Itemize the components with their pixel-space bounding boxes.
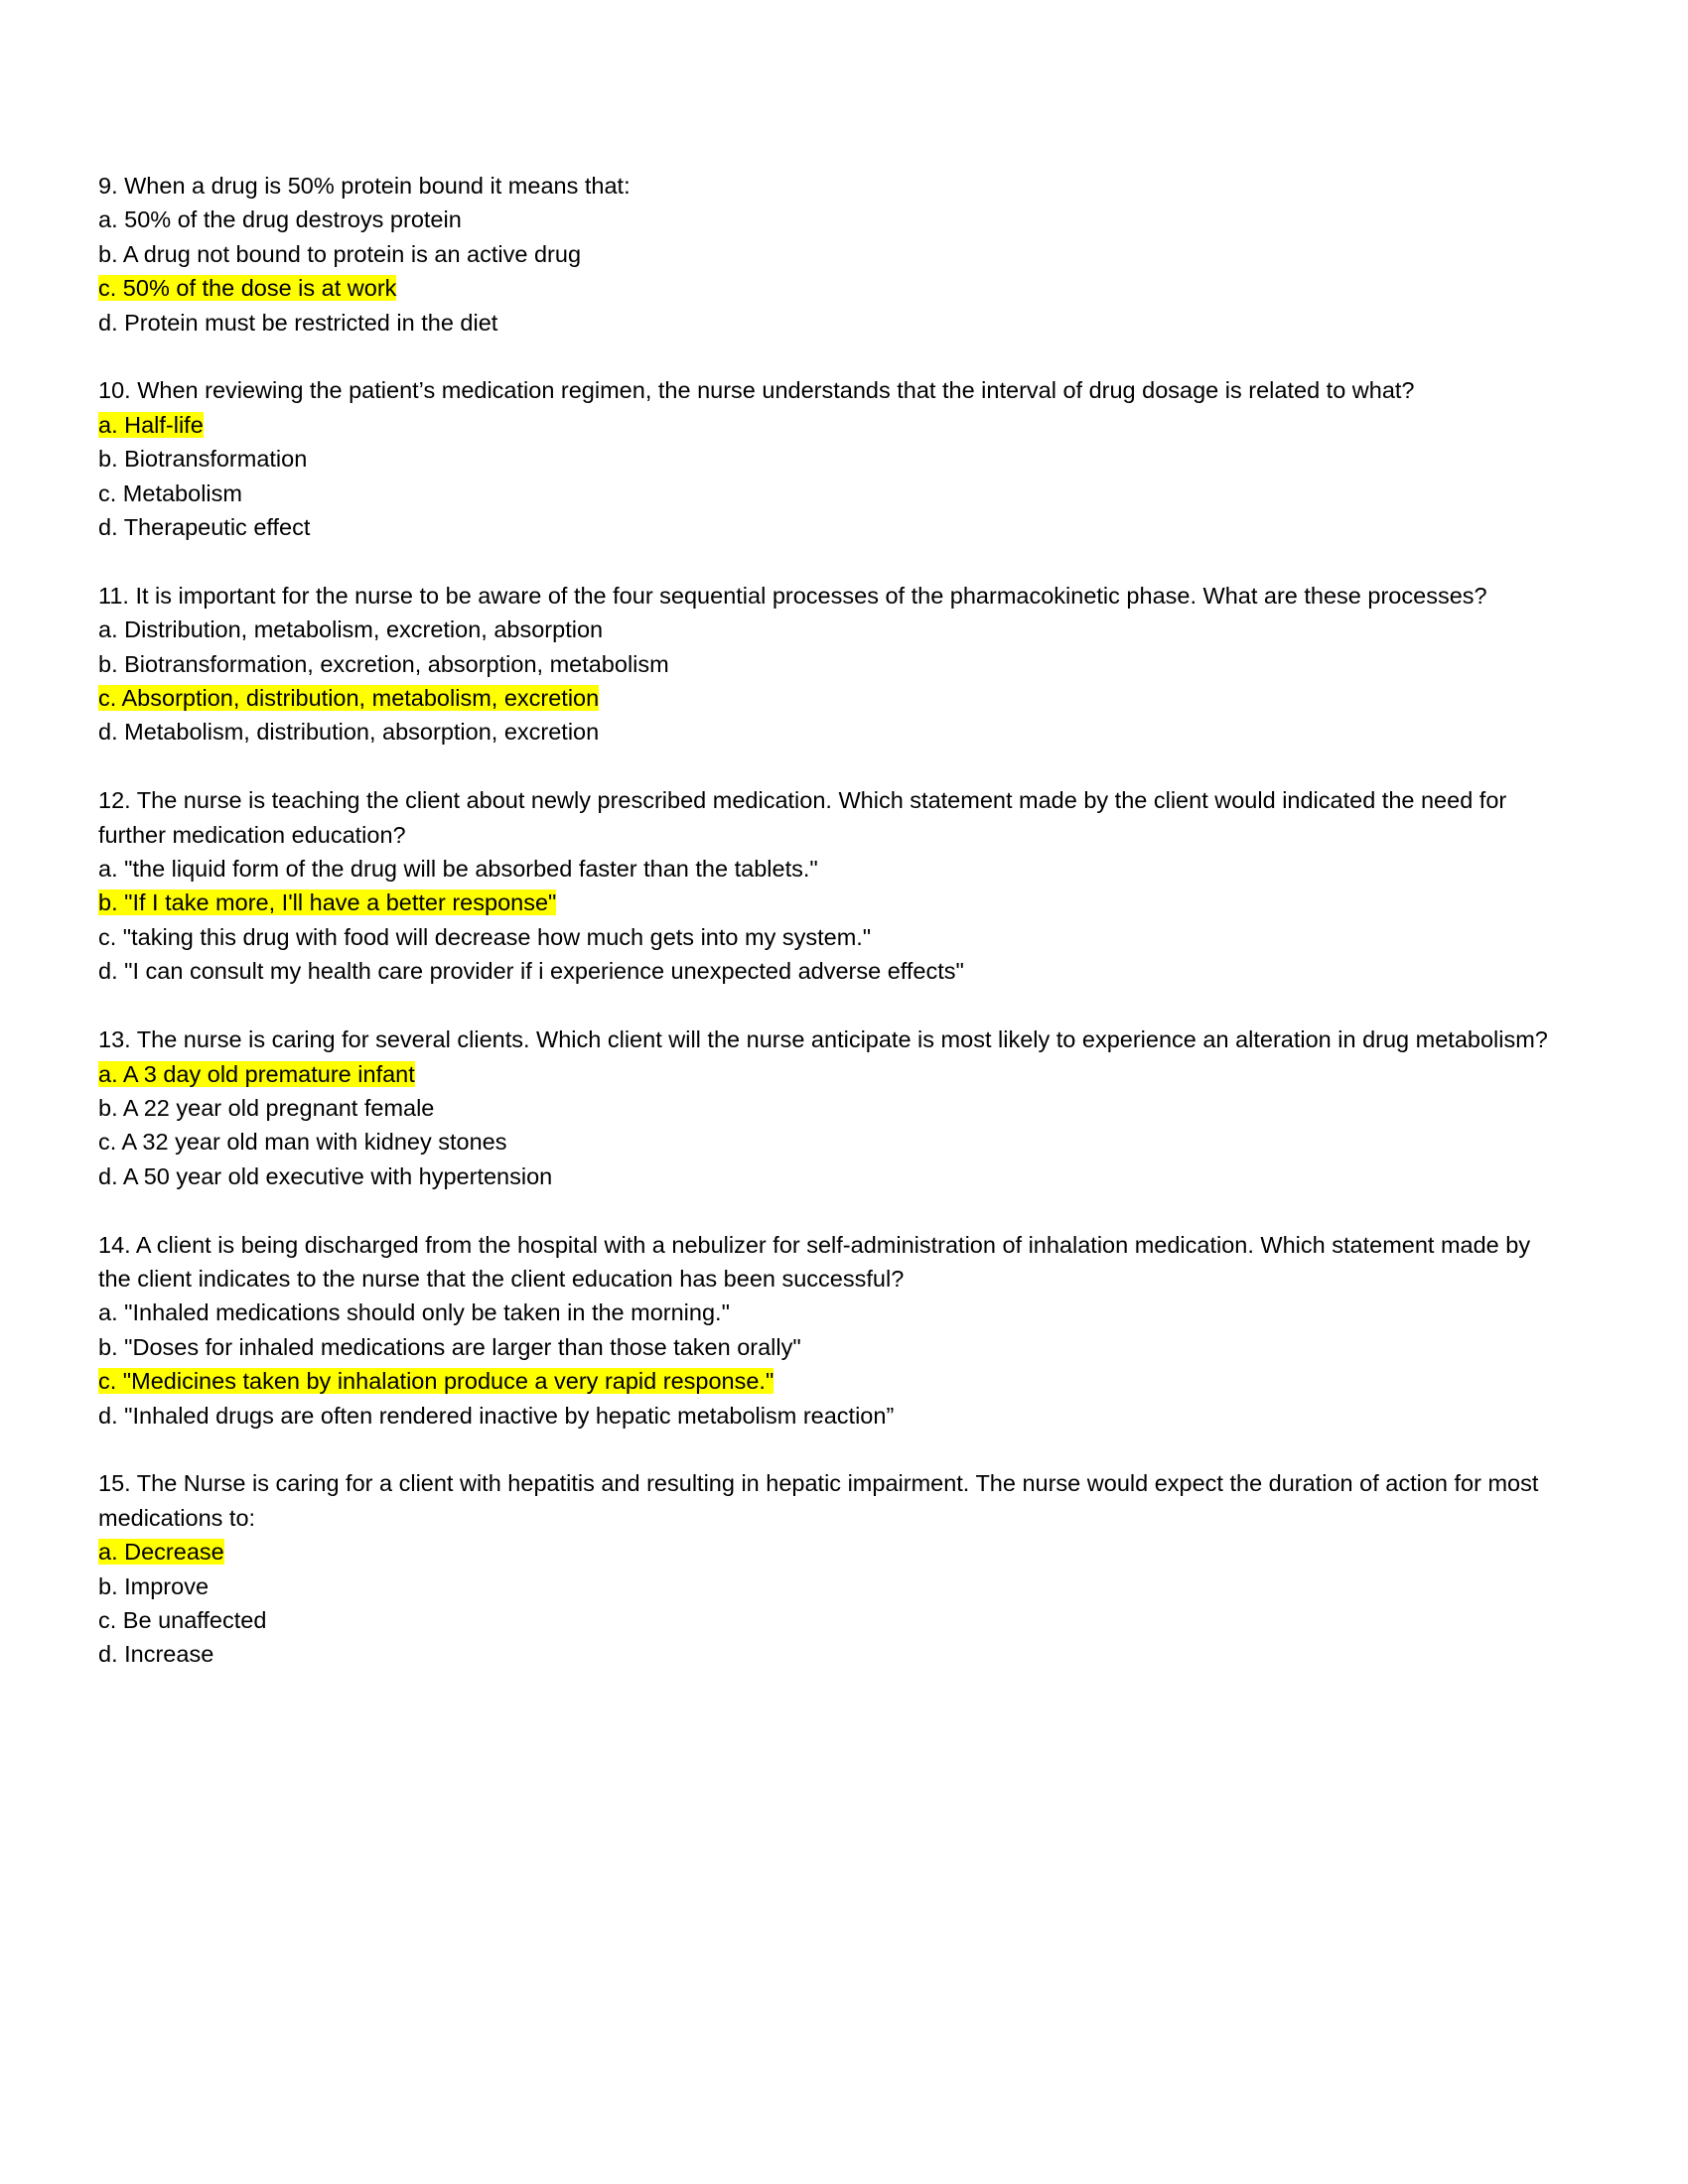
answer-option-text: a. Decrease [98,1539,224,1566]
answer-option-highlighted [98,408,1568,442]
answer-option-highlighted [98,681,1568,715]
answer-option-text: d. Therapeutic effect [98,514,311,541]
answer-option-text: d. "I can consult my health care provider if i experience unexpected adverse effects" [98,958,964,985]
answer-option-text: c. Be unaffected [98,1606,267,1633]
question-text: 12. The nurse is teaching the client about newly prescribed medication. Which statement made by the client would indicated the need for further medication education? [98,787,1507,848]
answer-option [98,442,1568,476]
answer-option-text: d. Protein must be restricted in the diet [98,309,498,336]
answer-option [98,613,1568,646]
answer-option-text: d. "Inhaled drugs are often rendered inactive by hepatic metabolism reaction” [98,1402,895,1429]
answer-option-text: b. "If I take more, I'll have a better response" [98,889,557,916]
answer-option [98,1399,1568,1433]
question-block [98,1466,1568,1671]
question-text: 9. When a drug is 50% protein bound it means that: [98,173,631,199]
question-block [98,783,1568,988]
answer-option-text: d. A 50 year old executive with hypertension [98,1162,553,1189]
question-text: 13. The nurse is caring for several clients. Which client will the nurse anticipate is most likely to experience an alteration in drug metabolism? [98,1026,1548,1053]
answer-option-text: b. Biotransformation [98,446,308,473]
answer-option [98,920,1568,954]
answer-option-text: c. "taking this drug with food will decrease how much gets into my system." [98,923,872,950]
answer-option-text: b. A drug not bound to protein is an active drug [98,240,582,267]
answer-option-text: a. Half-life [98,411,204,438]
answer-option [98,203,1568,236]
answer-option-text: a. "the liquid form of the drug will be absorbed faster than the tablets." [98,856,818,883]
answer-option-highlighted [98,271,1568,305]
answer-option-text: b. "Doses for inhaled medications are larger than those taken orally" [98,1333,801,1360]
answer-option [98,1296,1568,1329]
answer-option-text: b. Biotransformation, excretion, absorption, metabolism [98,650,669,677]
answer-option [98,852,1568,886]
answer-option [98,1330,1568,1364]
question-text: 15. The Nurse is caring for a client with hepatitis and resulting in hepatic impairment. The nurse would expect the duration of action for most medications to: [98,1470,1539,1531]
question-block [98,1023,1568,1193]
answer-option-text: c. A 32 year old man with kidney stones [98,1129,507,1156]
question-block [98,373,1568,544]
answer-option [98,510,1568,544]
answer-option [98,954,1568,988]
answer-option-highlighted [98,1364,1568,1398]
answer-option [98,1125,1568,1159]
answer-option-text: a. 50% of the drug destroys protein [98,206,462,233]
answer-option-text: b. A 22 year old pregnant female [98,1094,435,1121]
question-block [98,169,1568,340]
answer-option-text: b. Improve [98,1572,210,1599]
answer-option [98,1637,1568,1671]
answer-option [98,1570,1568,1603]
answer-option-highlighted [98,1535,1568,1569]
answer-option-highlighted [98,1057,1568,1091]
answer-option [98,1160,1568,1193]
answer-option [98,715,1568,749]
answer-option-text: d. Metabolism, distribution, absorption, excretion [98,719,600,746]
answer-option [98,237,1568,271]
answer-option [98,306,1568,340]
question-block [98,1228,1568,1433]
answer-option [98,647,1568,681]
answer-option-text: c. Metabolism [98,479,242,506]
answer-option [98,477,1568,510]
answer-option-text: a. "Inhaled medications should only be taken in the morning." [98,1299,730,1326]
answer-option-text: d. Increase [98,1641,214,1668]
question-text: 11. It is important for the nurse to be aware of the four sequential processes of the pharmacokinetic phase. What are these processes? [98,582,1487,609]
answer-option-text: a. A 3 day old premature infant [98,1060,415,1087]
answer-option-text: a. Distribution, metabolism, excretion, absorption [98,616,604,643]
question-text: 14. A client is being discharged from the hospital with a nebulizer for self-administration of inhalation medication. Which statement made by the client indicates to the nurse that the client education has been successful? [98,1231,1531,1292]
answer-option [98,1091,1568,1125]
answer-option-highlighted [98,886,1568,919]
question-block [98,579,1568,750]
document-page [98,169,1568,1706]
answer-option-text: c. 50% of the dose is at work [98,275,397,302]
question-text: 10. When reviewing the patient’s medication regimen, the nurse understands that the interval of drug dosage is related to what? [98,377,1415,404]
answer-option-text: c. "Medicines taken by inhalation produce a very rapid response." [98,1368,774,1395]
answer-option [98,1603,1568,1637]
answer-option-text: c. Absorption, distribution, metabolism, excretion [98,685,600,712]
